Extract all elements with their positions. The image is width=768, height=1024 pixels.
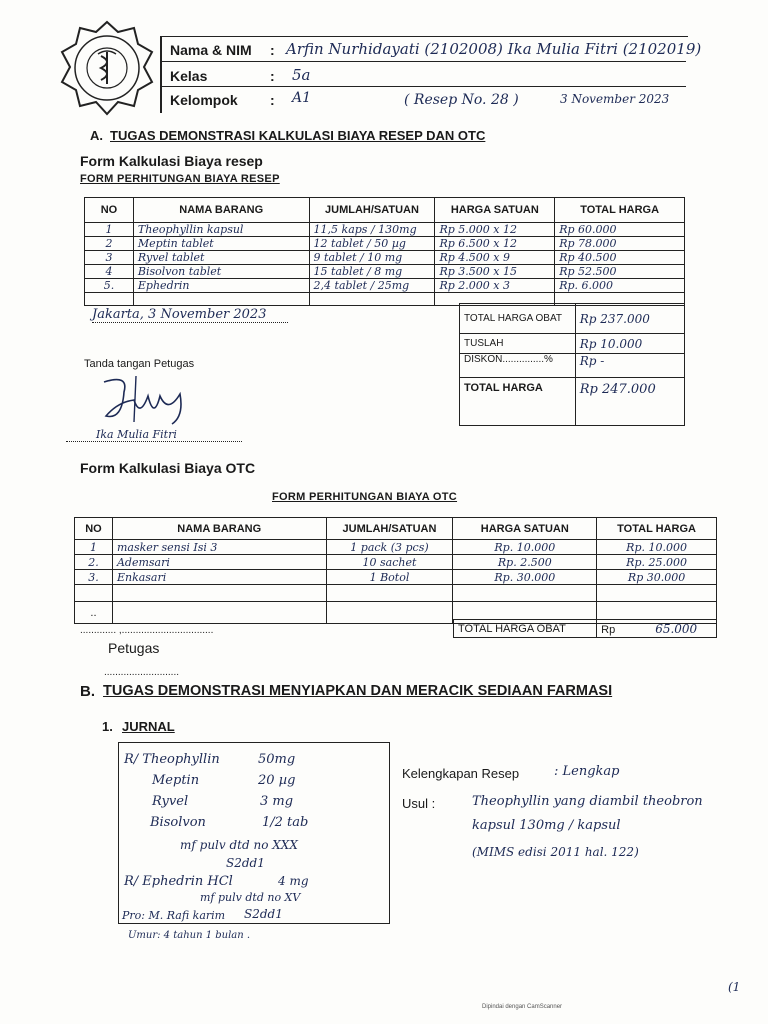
- form1-title: Form Kalkulasi Biaya resep: [80, 153, 263, 169]
- rx-item-name: Meptin: [152, 773, 200, 788]
- col-header: NAMA BARANG: [133, 198, 309, 223]
- section-a-title: TUGAS DEMONSTRASI KALKULASI BIAYA RESEP DAN OTC: [110, 128, 486, 143]
- page-mark: (1: [728, 980, 741, 994]
- table-row: 4 Bisolvon tablet 15 tablet / 8 mg Rp 3.500 x 15 Rp 52.500: [85, 265, 685, 279]
- header-divider: [162, 86, 686, 87]
- col-header: JUMLAH/SATUAN: [326, 518, 453, 540]
- rx-item-dose: 50mg: [258, 752, 296, 767]
- label-nama-nim: Nama & NIM: [170, 42, 252, 58]
- colon: :: [270, 42, 275, 58]
- table-row: 3 Ryvel tablet 9 tablet / 10 mg Rp 4.500 x 9 Rp 40.500: [85, 251, 685, 265]
- rx-item-dose: 3 mg: [260, 794, 294, 809]
- section-b-sub: 1.: [102, 719, 113, 734]
- usul-line: kapsul 130mg / kapsul: [472, 818, 621, 833]
- section-b-title: TUGAS DEMONSTRASI MENYIAPKAN DAN MERACIK SEDIAAN FARMASI: [103, 683, 613, 699]
- rx-item-name: R/ Ephedrin HCl: [124, 874, 233, 889]
- label-kelas: Kelas: [170, 68, 208, 84]
- col-header: HARGA SATUAN: [453, 518, 597, 540]
- rx-item-name: Ryvel: [152, 794, 189, 809]
- rx-signa: S2dd1: [244, 907, 283, 921]
- table-row: 1 Theophyllin kapsul 11,5 kaps / 130mg Rp 5.000 x 12 Rp 60.000: [85, 223, 685, 237]
- resep-table: [84, 197, 685, 306]
- table-row: 1 masker sensi Isi 3 1 pack (3 pcs) Rp. 10.000 Rp. 10.000: [75, 540, 717, 555]
- kelengkapan-value: : Lengkap: [554, 764, 620, 779]
- signature-label: Tanda tangan Petugas: [84, 358, 195, 370]
- scanner-watermark: Dipindai dengan CamScanner: [482, 1004, 563, 1010]
- summary-row: TOTAL HARGA Rp 247.000: [460, 378, 685, 426]
- rx-instruction: mf pulv dtd no XV: [200, 891, 301, 904]
- summary-row: TOTAL HARGA OBAT Rp 237.000: [460, 304, 685, 334]
- table-row: 2 Meptin tablet 12 tablet / 50 µg Rp 6.500 x 12 Rp 78.000: [85, 237, 685, 251]
- colon: :: [270, 68, 275, 84]
- col-header: HARGA SATUAN: [435, 198, 555, 223]
- col-header: JUMLAH/SATUAN: [309, 198, 435, 223]
- rx-patient: Pro: M. Rafi karim: [122, 909, 226, 922]
- col-header: NO: [75, 518, 113, 540]
- kelas-value: 5a: [292, 66, 311, 84]
- rx-item-name: Bisolvon: [150, 815, 206, 830]
- summary-row: DISKON...............% Rp -: [460, 354, 685, 378]
- section-a-letter: A.: [90, 128, 103, 143]
- header-date: 3 November 2023: [560, 92, 670, 106]
- nama-value: Arfin Nurhidayati (2102008) Ika Mulia Fitri (2102019): [286, 40, 702, 58]
- usul-line: Theophyllin yang diambil theobron: [472, 794, 703, 809]
- rx-item-dose: 1/2 tab: [262, 815, 309, 830]
- form1-subtitle: FORM PERHITUNGAN BIAYA RESEP: [80, 173, 280, 185]
- table-row: 5. Ephedrin 2,4 tablet / 25mg Rp 2.000 x 3 Rp. 6.000: [85, 279, 685, 293]
- jurnal-heading: JURNAL: [122, 719, 175, 734]
- kelengkapan-label: Kelengkapan Resep: [402, 766, 520, 781]
- rx-item-name: R/ Theophyllin: [124, 752, 220, 767]
- kelompok-value: A1: [292, 90, 312, 106]
- usul-line: (MIMS edisi 2011 hal. 122): [472, 845, 639, 859]
- table-row: [75, 585, 717, 602]
- col-header: NAMA BARANG: [112, 518, 326, 540]
- rx-item-dose: 20 µg: [258, 773, 296, 788]
- rx-item-dose: 4 mg: [278, 874, 309, 888]
- table-row: 3. Enkasari 1 Botol Rp. 30.000 Rp 30.000: [75, 570, 717, 585]
- table-row: 2. Ademsari 10 sachet Rp. 2.500 Rp. 25.000: [75, 555, 717, 570]
- rx-patient-age: Umur: 4 tahun 1 bulan .: [128, 930, 251, 941]
- col-header: NO: [85, 198, 134, 223]
- otc-form-title: Form Kalkulasi Biaya OTC: [80, 460, 256, 476]
- otc-sign-dots: ...........................: [104, 667, 180, 678]
- rx-instruction: mf pulv dtd no XXX: [180, 838, 298, 852]
- header-divider: [162, 61, 686, 62]
- rx-signa: S2dd1: [226, 856, 265, 870]
- otc-form-subtitle: FORM PERHITUNGAN BIAYA OTC: [272, 491, 458, 503]
- col-header: TOTAL HARGA: [555, 198, 685, 223]
- otc-date-dots: ............. ,.................................: [80, 625, 214, 636]
- otc-total-label: TOTAL HARGA OBAT: [454, 620, 597, 638]
- resep-number: ( Resep No. 28 ): [404, 92, 519, 108]
- label-kelompok: Kelompok: [170, 92, 238, 108]
- otc-petugas: Petugas: [108, 640, 160, 656]
- summary-row: TUSLAH Rp 10.000: [460, 334, 685, 354]
- col-header: TOTAL HARGA: [597, 518, 717, 540]
- section-b-letter: B.: [80, 683, 95, 700]
- table-row: ..: [75, 602, 717, 624]
- institution-logo: [58, 20, 156, 118]
- otc-total-value: Rp 65.000: [597, 620, 717, 638]
- place-date: Jakarta, 3 November 2023: [92, 307, 288, 323]
- summary-table: [459, 303, 685, 426]
- otc-total-table: [453, 619, 717, 638]
- colon: :: [270, 92, 275, 108]
- signature-name: Ika Mulia Fitri: [66, 428, 242, 442]
- usul-label: Usul :: [402, 796, 436, 811]
- otc-table: [74, 517, 717, 624]
